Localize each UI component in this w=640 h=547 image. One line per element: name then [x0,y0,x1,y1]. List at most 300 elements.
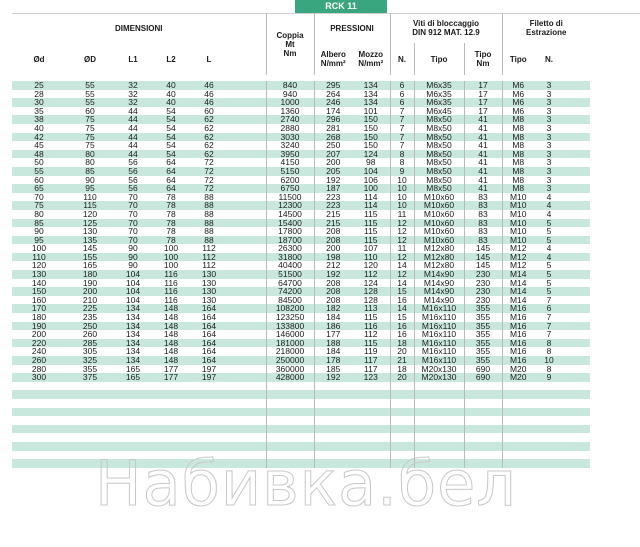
table-cell: 208 [314,279,352,288]
table-cell: 56 [128,175,138,185]
table-cell: 110 [83,192,97,202]
table-cell: M16x110 [414,304,464,313]
table-cell: 88 [190,236,228,245]
table-cell [228,141,266,150]
table-cell: 46 [190,98,228,107]
table-cell [502,390,534,399]
table-cell: 6 [534,304,564,313]
table-cell [564,201,590,210]
table-cell [414,416,464,425]
table-cell: 170 [12,304,66,313]
table-cell: 30 [12,98,66,107]
table-cell: 123 [352,373,390,382]
table-cell [390,433,414,442]
table-cell: 223 [314,201,352,210]
table-cell: 83 [464,201,502,210]
table-cell [266,433,314,442]
table-row [12,296,590,305]
table-cell: 41 [464,184,502,193]
table-cell: 230 [464,287,502,296]
table-cell: 7 [390,133,414,142]
table-cell: 6 [390,81,414,90]
table-row [12,365,590,374]
table-cell: 41 [464,150,502,159]
table-cell: 134 [114,322,152,331]
table-cell [534,390,564,399]
table-cell [352,425,390,434]
table-cell [190,390,228,399]
table-cell [352,408,390,417]
table-cell [564,442,590,451]
table-cell: 130 [12,270,66,279]
table-cell: 12 [390,219,414,228]
table-cell: 41 [464,158,502,167]
table-cell: M20x130 [414,365,464,374]
table-cell [564,365,590,374]
table-cell: 355 [464,304,502,313]
table-cell [564,322,590,331]
header-tipo2: Tipo [502,43,534,75]
table-cell: 15400 [266,219,314,228]
table-cell [12,433,66,442]
table-cell: M16 [502,339,534,348]
table-cell [228,261,266,270]
table-cell: M8x50 [414,158,464,167]
table-cell [464,408,502,417]
table-cell [534,382,564,391]
table-cell [190,416,228,425]
table-cell: M16 [502,347,534,356]
table-row [12,201,590,210]
table-cell: 200 [314,158,352,167]
table-cell: M6 [502,81,534,90]
table-cell: 55 [66,81,114,90]
table-cell [414,408,464,417]
table-cell: 62 [190,150,228,159]
table-cell [12,408,66,417]
table-cell: M10 [502,193,534,202]
table-cell [266,399,314,408]
table-cell: 264 [314,90,352,99]
table-cell: 3030 [266,133,314,142]
table-cell [534,451,564,460]
spec-table [12,13,590,468]
table-cell: 20 [390,373,414,382]
table-cell [564,244,590,253]
table-row [12,382,590,391]
table-cell [502,416,534,425]
table-cell: 268 [314,133,352,142]
table-row [12,150,590,159]
table-cell: M16 [502,313,534,322]
table-cell [228,133,266,142]
table-cell: 112 [363,330,378,339]
header-od: Ød [33,54,45,64]
table-row [12,347,590,356]
table-row [12,373,590,382]
table-cell [564,459,590,468]
table-cell [564,141,590,150]
table-cell: 280 [31,364,47,374]
table-cell: 164 [190,322,228,331]
table-cell: 145 [464,261,502,270]
table-cell [228,425,266,434]
table-row [12,210,590,219]
table-cell: M8 [502,176,534,185]
table-cell: 3 [534,167,564,176]
table-cell: 48 [12,150,66,159]
table-cell: M10x60 [414,210,464,219]
table-cell: 116 [164,278,178,288]
table-cell [564,330,590,339]
table-cell: M14 [502,270,534,279]
table-cell [228,399,266,408]
table-cell: 62 [204,123,214,133]
table-cell: 83 [464,219,502,228]
table-cell: 3950 [266,150,314,159]
table-cell: 6200 [266,176,314,185]
table-cell: 75 [66,115,114,124]
table-cell: 7 [546,295,552,305]
table-cell: 135 [66,236,114,245]
table-cell [564,227,590,236]
table-cell: 225 [66,304,114,313]
table-cell: 44 [114,150,152,159]
table-cell: 428000 [266,373,314,382]
table-cell [502,408,534,417]
table-cell: M6x45 [414,107,464,116]
table-cell [190,408,228,417]
table-cell: 150 [363,123,378,133]
table-cell [12,459,66,468]
table-cell: 134 [125,347,141,356]
table-cell: 180 [31,313,47,322]
table-cell: 281 [314,124,352,133]
table-cell: 130 [190,287,228,296]
table-cell: 78 [152,201,190,210]
table-cell: 115 [363,313,378,322]
table-row [12,313,590,322]
header-oD: ØD [84,54,96,64]
table-cell: M8x50 [414,176,464,185]
table-cell [502,425,534,434]
table-cell: 9 [534,373,564,382]
table-cell: M8x50 [414,124,464,133]
table-cell: M8 [502,167,534,176]
table-cell: 3 [534,81,564,90]
table-cell: 70 [128,227,138,236]
table-cell: 32 [128,89,138,99]
table-cell [564,184,590,193]
table-row [12,322,590,331]
table-cell: M16 [502,330,534,339]
table-cell: 208 [314,287,352,296]
table-cell: 41 [464,176,502,185]
table-cell [414,425,464,434]
table-cell [228,356,266,365]
table-cell: 7 [546,330,552,339]
table-cell: 12 [390,253,414,262]
table-cell: 3 [546,141,552,150]
table-cell [564,339,590,348]
table-cell: 184 [314,347,352,356]
table-cell [228,150,266,159]
table-cell: M6 [502,107,534,116]
table-cell [114,408,152,417]
table-cell [114,433,152,442]
table-cell: 200 [66,287,114,296]
table-cell [534,433,564,442]
table-cell: 31800 [266,253,314,262]
table-cell: 26300 [266,244,314,253]
table-cell: 100 [31,244,47,253]
table-cell: 64700 [266,279,314,288]
header-l2: L2 [166,54,176,64]
table-cell [66,390,114,399]
table-cell: 17 [464,81,502,90]
table-cell: 54 [166,106,176,116]
table-cell [534,442,564,451]
table-cell [12,451,66,460]
table-cell [228,184,266,193]
table-cell: 8 [546,364,552,374]
header-coppia-2: Mt [285,39,295,49]
table-cell: 114 [352,201,390,210]
table-cell [564,304,590,313]
table-cell: 115 [363,209,378,219]
table-cell: 840 [266,81,314,90]
watermark: Набивка.бел [95,447,517,520]
table-cell: 134 [114,304,152,313]
table-cell: 230 [464,270,502,279]
table-cell: 6 [390,98,414,107]
table-cell: 250 [314,141,352,150]
table-cell: M6 [502,98,534,107]
table-cell: M8 [502,124,534,133]
table-cell: 35 [34,106,44,116]
header-coppia [266,13,314,75]
table-cell [228,81,266,90]
table-row [12,107,590,116]
table-cell: M14x90 [414,270,464,279]
table-cell: M8 [502,158,534,167]
table-cell: 174 [314,107,352,116]
table-cell [190,382,228,391]
table-cell: 355 [464,339,502,348]
table-cell: M8x50 [414,141,464,150]
table-cell [12,390,66,399]
table-cell: 62 [190,115,228,124]
table-cell: 74200 [266,287,314,296]
table-cell: 108200 [266,304,314,313]
table-cell: 4 [534,201,564,210]
table-cell: 150 [363,141,378,150]
table-cell: 78 [152,219,190,228]
table-row [12,261,590,270]
table-cell: 208 [314,227,352,236]
table-cell: 355 [464,322,502,331]
table-cell [114,416,152,425]
table-cell: 180 [66,270,114,279]
table-cell: 75 [12,201,66,210]
table-cell: 7 [546,313,552,322]
table-header [12,13,590,81]
header-tipo-nm [464,43,502,75]
table-cell: M16x110 [414,339,464,348]
table-cell: M8 [502,141,534,150]
table-cell: 112 [190,253,228,262]
table-cell: 15 [390,313,414,322]
header-tipo-nm-1: Tipo [474,50,492,59]
table-cell: 165 [114,373,152,382]
table-cell: 205 [314,167,352,176]
table-cell: 7 [390,115,414,124]
table-row [12,90,590,99]
table-cell: 17 [464,90,502,99]
table-cell: 285 [66,339,114,348]
table-cell: 192 [314,373,352,382]
table-cell: M8x50 [414,133,464,142]
table-cell: 128 [363,295,378,305]
table-cell: M14x90 [414,296,464,305]
table-cell: 150 [352,115,390,124]
table-cell [534,459,564,468]
table-cell [564,253,590,262]
table-cell [534,399,564,408]
table-cell: M16 [502,322,534,331]
table-cell [12,416,66,425]
table-row [12,304,590,313]
header-filetto-2: Estrazione [526,28,567,37]
table-cell: 55 [12,167,66,176]
table-cell: 3 [534,133,564,142]
table-cell: 114 [363,192,378,202]
header-filetto-1: Filetto di [529,19,563,28]
table-row [12,167,590,176]
table-cell [66,399,114,408]
table-cell: 38 [12,115,66,124]
table-cell: 210 [82,295,98,305]
table-cell: 164 [190,356,228,365]
header-viti-2: DIN 912 MAT. 12.9 [412,28,480,37]
table-cell: 235 [82,313,98,322]
table-cell: 296 [314,115,352,124]
table-cell: 134 [114,339,152,348]
table-cell: M8x50 [414,167,464,176]
table-cell: 15 [390,287,414,296]
table-cell: 190 [82,278,98,288]
table-cell [390,382,414,391]
table-cell: M8x50 [414,150,464,159]
header-tipo: Tipo [414,43,464,75]
table-cell: 12 [390,236,414,245]
table-cell: 83 [464,210,502,219]
table-cell: 80 [66,150,114,159]
table-cell: 181000 [266,339,314,348]
table-cell: 148 [152,339,190,348]
table-cell [414,382,464,391]
table-cell: M16x110 [414,356,464,365]
table-cell: 20 [390,347,414,356]
table-cell: 88 [190,201,228,210]
table-cell: M16x110 [414,313,464,322]
table-cell [228,236,266,245]
table-cell: 32 [114,81,152,90]
table-cell [352,433,390,442]
table-cell [228,390,266,399]
table-cell [228,107,266,116]
table-cell: 90 [114,253,152,262]
table-row [12,184,590,193]
table-cell: 184 [314,313,352,322]
table-cell [228,201,266,210]
table-cell: 250 [66,322,114,331]
table-cell: 140 [31,278,47,288]
table-row [12,236,590,245]
table-cell: 240 [31,347,47,356]
table-cell: 90 [128,244,138,253]
table-cell: 134 [352,98,390,107]
table-cell: 104 [125,295,141,305]
table-cell [352,382,390,391]
table-cell [228,158,266,167]
table-cell [114,399,152,408]
table-cell: 100 [352,184,390,193]
table-cell [502,382,534,391]
table-cell: 16 [390,330,414,339]
table-cell [228,193,266,202]
table-cell: 134 [352,81,390,90]
table-cell: M10x60 [414,201,464,210]
table-cell: 220 [12,339,66,348]
header-n2: N. [545,54,553,64]
table-cell: 44 [128,141,138,150]
table-cell [390,416,414,425]
table-cell: 88 [204,192,214,202]
table-cell: 54 [152,150,190,159]
table-cell: 192 [314,176,352,185]
table-cell: 164 [190,339,228,348]
table-row [12,399,590,408]
table-cell [564,81,590,90]
table-cell: 375 [66,373,114,382]
table-cell: 165 [125,364,141,374]
table-cell: 2740 [266,115,314,124]
table-cell: 5 [534,287,564,296]
table-cell: 54 [166,123,176,133]
table-cell: 16 [390,322,414,331]
table-cell: 10 [534,356,564,365]
table-cell: 218000 [266,347,314,356]
table-cell [228,253,266,262]
table-row [12,227,590,236]
table-cell: 44 [128,106,138,116]
table-cell: 190 [12,322,66,331]
table-cell: 355 [464,313,502,322]
table-cell: 3 [534,150,564,159]
table-cell: 5 [546,278,552,288]
header-l: L [206,54,212,64]
header-filetto [502,13,590,43]
table-cell: 65 [12,184,66,193]
table-cell: 84500 [266,296,314,305]
table-cell: 14 [390,304,414,313]
table-cell: 41 [464,167,502,176]
table-row [12,253,590,262]
table-cell [352,399,390,408]
table-cell: 355 [82,364,98,374]
table-cell: 42 [12,133,66,142]
